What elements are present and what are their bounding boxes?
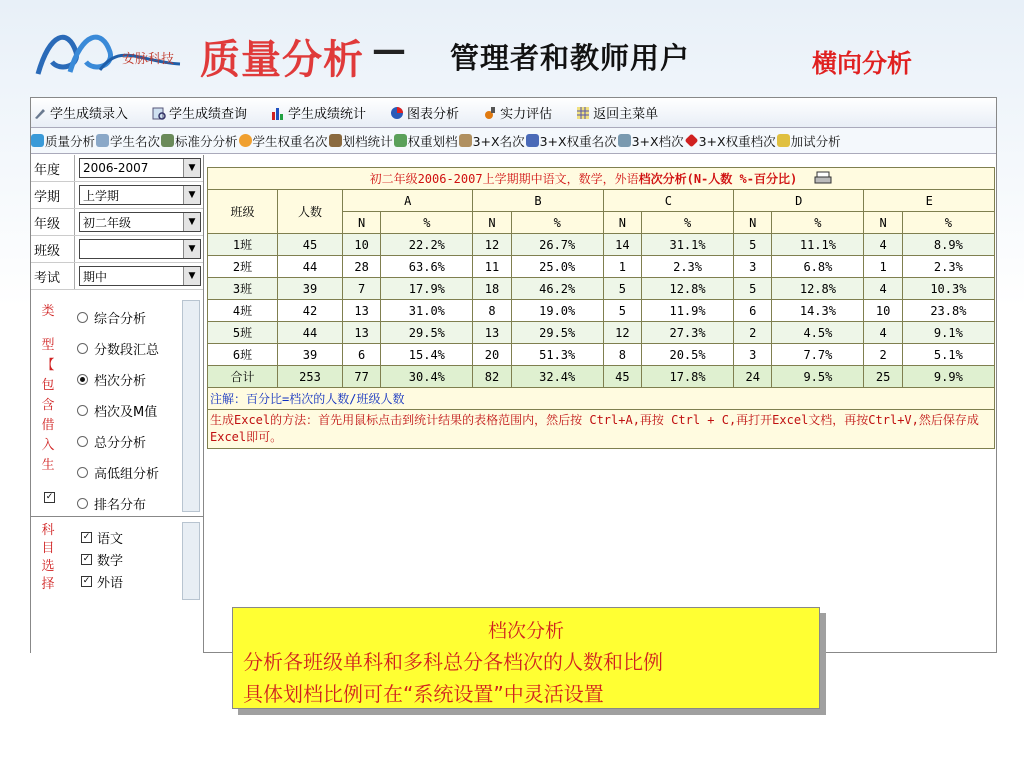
cell-pct: 29.5% (511, 322, 603, 344)
subject-vertical-label (39, 522, 57, 594)
tool-weight-rank[interactable] (239, 132, 328, 150)
quality-icon (31, 134, 44, 147)
tool-3x-weight-level[interactable] (685, 132, 776, 150)
menu-label: 实力评估 (500, 107, 553, 122)
radio-circle (77, 498, 88, 509)
cell-pct: 10.3% (902, 278, 994, 300)
radio-circle (77, 405, 88, 416)
menu-label: 返回主菜单 (593, 107, 659, 122)
analysis-toolbar (31, 128, 996, 154)
exam-select[interactable] (79, 266, 201, 286)
cell-count: 42 (278, 300, 343, 322)
dropdown-arrow-icon[interactable]: ▼ (183, 186, 200, 204)
cell-pct: 8.9% (902, 234, 994, 256)
cell-pct: 17.9% (381, 278, 473, 300)
subject-label: 语文 (97, 531, 124, 547)
dropdown-arrow-icon[interactable]: ▼ (183, 213, 200, 231)
table-body (208, 234, 995, 388)
tool-label: 权重划档 (407, 133, 458, 149)
weight-grade-icon (394, 134, 407, 147)
cell-pct: 9.5% (772, 366, 864, 388)
filter-label: 年度 (31, 155, 75, 181)
cell-n: 24 (734, 366, 772, 388)
subject-math[interactable] (81, 548, 123, 570)
tool-label: 学生名次 (110, 133, 161, 149)
cell-n: 3 (734, 344, 772, 366)
tool-label: 3+X档次 (631, 133, 684, 149)
cell-n: 18 (473, 278, 511, 300)
cell-pct: 26.7% (511, 234, 603, 256)
cell-pct: 11.1% (772, 234, 864, 256)
radio-label: 分数段汇总 (94, 343, 160, 358)
cell-pct: 7.7% (772, 344, 864, 366)
cell-n: 1 (864, 256, 902, 278)
table-row (208, 256, 995, 278)
subject-label: 数学 (97, 553, 124, 569)
cell-pct: 2.3% (642, 256, 734, 278)
cell-n: 12 (473, 234, 511, 256)
cell-pct: 15.4% (381, 344, 473, 366)
table-row (208, 278, 995, 300)
menu-label: 学生成绩录入 (50, 107, 129, 122)
class-select[interactable] (79, 239, 201, 259)
cell-class: 5班 (208, 322, 278, 344)
table-row (208, 300, 995, 322)
cell-n: 2 (734, 322, 772, 344)
cell-n: 3 (734, 256, 772, 278)
company-logo (30, 22, 200, 82)
radio-label: 高低组分析 (94, 467, 160, 482)
title-dash: — (372, 30, 406, 70)
filter-class (31, 236, 203, 263)
cell-pct: 27.3% (642, 322, 734, 344)
checkbox-checked-icon[interactable]: ✓ (82, 553, 91, 564)
slide-header (0, 0, 1024, 95)
tool-3x-weight-rank[interactable] (526, 132, 617, 150)
cell-n: 6 (343, 344, 381, 366)
sub-pct: % (772, 212, 864, 234)
cell-pct: 23.8% (902, 300, 994, 322)
cell-n: 13 (343, 300, 381, 322)
pencil-icon (33, 106, 47, 120)
cell-n: 20 (473, 344, 511, 366)
radio-label: 综合分析 (94, 312, 147, 327)
vlabel-char: 型 (41, 338, 55, 353)
cell-pct: 11.9% (642, 300, 734, 322)
select-value: 初二年级 (83, 215, 132, 230)
dropdown-arrow-icon[interactable]: ▼ (183, 240, 200, 258)
tool-label: 加试分析 (790, 133, 841, 149)
cell-class: 合计 (208, 366, 278, 388)
cell-n: 14 (603, 234, 641, 256)
radio-grade-level[interactable] (77, 364, 159, 395)
cell-count: 253 (278, 366, 343, 388)
cell-pct: 63.6% (381, 256, 473, 278)
cell-n: 8 (473, 300, 511, 322)
cell-pct: 6.8% (772, 256, 864, 278)
cell-pct: 12.8% (642, 278, 734, 300)
tool-label: 3+X名次 (472, 133, 525, 149)
cell-pct: 22.2% (381, 234, 473, 256)
sub-n: N (864, 212, 902, 234)
checkbox-checked-icon[interactable]: ✓ (82, 575, 91, 586)
cell-n: 77 (343, 366, 381, 388)
diamond-icon (684, 134, 698, 148)
vlabel-char: 含 (41, 398, 55, 413)
select-value: 期中 (83, 269, 108, 284)
menu-label: 图表分析 (407, 107, 460, 122)
cell-n: 45 (603, 366, 641, 388)
rank-icon (96, 134, 109, 147)
radio-label: 档次及M值 (94, 405, 158, 420)
cell-pct: 46.2% (511, 278, 603, 300)
extra-icon (777, 134, 790, 147)
cell-n: 6 (734, 300, 772, 322)
menu-back-main[interactable] (574, 103, 658, 122)
radio-level-m[interactable] (77, 395, 159, 426)
filter-term (31, 182, 203, 209)
vlabel-char: 择 (41, 577, 55, 592)
radio-circle (77, 374, 88, 385)
radio-rank-dist[interactable] (77, 488, 159, 519)
tool-grade-stats[interactable] (329, 132, 393, 150)
analysis-type-group (31, 296, 204, 517)
result-area (207, 167, 995, 449)
cell-n: 5 (603, 278, 641, 300)
radio-circle (77, 467, 88, 478)
radio-score-band[interactable] (77, 333, 159, 364)
vlabel-char: 借 (41, 418, 55, 433)
tool-label: 学生权重名次 (252, 133, 328, 149)
caption-legend: (N-人数 %-百分比) (686, 171, 798, 186)
menu-grid-icon (576, 106, 590, 120)
cell-n: 5 (734, 234, 772, 256)
caption-prefix: 初二年级2006-2007上学期期中语文，数学，外语 (369, 171, 639, 186)
bar-chart-icon (271, 106, 285, 120)
sub-pct: % (511, 212, 603, 234)
radio-label: 总分分析 (94, 436, 147, 451)
vlabel-char: 类 (41, 304, 55, 319)
cell-n: 4 (864, 322, 902, 344)
vlabel-char: 目 (41, 541, 55, 556)
grade-select[interactable] (79, 212, 201, 232)
sub-pct: % (642, 212, 734, 234)
sub-pct: % (902, 212, 994, 234)
cell-n: 2 (864, 344, 902, 366)
sub-n: N (473, 212, 511, 234)
vlabel-char: 包 (41, 378, 55, 393)
subject-label: 外语 (97, 575, 124, 591)
col-count-header: 人数 (278, 190, 343, 234)
cell-pct: 31.1% (642, 234, 734, 256)
cell-n: 10 (343, 234, 381, 256)
tool-label: 3+X权重档次 (698, 133, 776, 149)
cell-n: 7 (343, 278, 381, 300)
cell-n: 1 (603, 256, 641, 278)
vlabel-char: 入 (41, 438, 55, 453)
cell-class: 3班 (208, 278, 278, 300)
page-subtitle: 管理者和教师用户 (450, 41, 691, 75)
cell-pct: 20.5% (642, 344, 734, 366)
excel-instructions: 生成Excel的方法：首先用鼠标点击到统计结果的表格范围内，然后按 Ctrl+A,再按 Ctrl + C,再打开Excel文档，再按Ctrl+V,然后保存成Excel即可。 (208, 410, 995, 449)
callout-line-2: 具体划档比例可在“系统设置”中灵活设置 (243, 682, 604, 706)
filter-exam (31, 263, 203, 290)
tool-quality-analysis[interactable] (31, 132, 95, 150)
cell-class: 4班 (208, 300, 278, 322)
cell-n: 12 (603, 322, 641, 344)
app-window (30, 97, 997, 653)
pie-chart-icon (390, 106, 404, 120)
filter-label: 考试 (31, 263, 75, 289)
explanation-callout (232, 607, 820, 709)
menu-label: 学生成绩统计 (288, 107, 367, 122)
sub-n: N (603, 212, 641, 234)
cell-count: 39 (278, 278, 343, 300)
vlabel-char: 【 (41, 358, 55, 373)
standard-icon (161, 134, 174, 147)
cell-pct: 4.5% (772, 322, 864, 344)
cell-n: 5 (734, 278, 772, 300)
cell-n: 13 (343, 322, 381, 344)
sub-pct: % (381, 212, 473, 234)
cell-pct: 9.1% (902, 322, 994, 344)
book-icon (526, 134, 539, 147)
rank3x-icon (459, 134, 472, 147)
page-section-label: 横向分析 (812, 49, 913, 78)
cell-pct: 19.0% (511, 300, 603, 322)
cell-n: 5 (603, 300, 641, 322)
term-select[interactable] (79, 185, 201, 205)
cell-pct: 5.1% (902, 344, 994, 366)
cell-class: 6班 (208, 344, 278, 366)
tool-label: 标准分分析 (175, 133, 238, 149)
radio-total-score[interactable] (77, 426, 159, 457)
table-note: 注解：百分比=档次的人数/班级人数 (208, 388, 995, 410)
printer-icon[interactable] (814, 171, 832, 188)
vlabel-char: 选 (41, 559, 55, 574)
cell-pct: 29.5% (381, 322, 473, 344)
sub-n: N (343, 212, 381, 234)
cell-count: 39 (278, 344, 343, 366)
table-caption (208, 168, 995, 190)
table-row (208, 344, 995, 366)
cell-n: 4 (864, 234, 902, 256)
menu-score-query[interactable] (150, 103, 247, 122)
filter-label: 班级 (31, 236, 75, 262)
type-vertical-label (39, 302, 57, 476)
search-doc-icon (152, 106, 166, 120)
callout-title: 档次分析 (487, 620, 564, 642)
radio-high-low[interactable] (77, 457, 159, 488)
cell-pct: 30.4% (381, 366, 473, 388)
select-value: 2006-2007 (83, 161, 149, 175)
tool-label: 划档统计 (342, 133, 393, 149)
weight-icon (239, 134, 252, 147)
cell-pct: 51.3% (511, 344, 603, 366)
cell-pct: 9.9% (902, 366, 994, 388)
menu-label: 学生成绩查询 (169, 107, 248, 122)
subject-english[interactable] (81, 570, 123, 592)
cell-pct: 14.3% (772, 300, 864, 322)
col-class-header: 班级 (208, 190, 278, 234)
cell-pct: 32.4% (511, 366, 603, 388)
subject-select-group (31, 518, 204, 653)
select-value: 上学期 (83, 188, 120, 203)
radio-comprehensive[interactable] (77, 302, 159, 333)
logo-text: 安脉科技 (122, 52, 175, 67)
cell-count: 44 (278, 322, 343, 344)
table-row (208, 322, 995, 344)
evaluate-icon (483, 106, 497, 120)
dropdown-arrow-icon[interactable]: ▼ (183, 159, 200, 177)
year-select[interactable] (79, 158, 201, 178)
radio-circle (77, 312, 88, 323)
cell-count: 45 (278, 234, 343, 256)
cell-n: 13 (473, 322, 511, 344)
menu-score-stats[interactable] (269, 103, 366, 122)
checkbox-checked-icon[interactable]: ✓ (82, 531, 91, 542)
filter-panel (31, 155, 204, 653)
tool-weight-grade[interactable] (394, 132, 458, 150)
analysis-type-radios (77, 302, 159, 519)
tool-extra-analysis[interactable] (777, 132, 841, 150)
table-row (208, 234, 995, 256)
cell-n: 28 (343, 256, 381, 278)
group-d-header: D (734, 190, 864, 212)
menu-score-entry[interactable] (31, 103, 128, 122)
vlabel-char: 生 (41, 458, 55, 473)
sub-n: N (734, 212, 772, 234)
grade-level-table (207, 167, 995, 449)
total-row (208, 366, 995, 388)
page-title: 质量分析 (200, 37, 364, 83)
tool-3x-level[interactable] (618, 132, 684, 150)
level3x-icon (618, 134, 631, 147)
dropdown-arrow-icon[interactable]: ▼ (183, 267, 200, 285)
cell-n: 8 (603, 344, 641, 366)
filter-label: 年级 (31, 209, 75, 235)
caption-bold: 档次分析 (638, 171, 687, 186)
cell-pct: 25.0% (511, 256, 603, 278)
cell-pct: 17.8% (642, 366, 734, 388)
menu-chart-analysis[interactable] (388, 103, 459, 122)
radio-label: 排名分布 (94, 498, 147, 513)
tool-label: 质量分析 (45, 133, 96, 149)
subject-chinese[interactable] (81, 526, 123, 548)
filter-grade (31, 209, 203, 236)
cell-n: 4 (864, 278, 902, 300)
group-e-header: E (864, 190, 995, 212)
tool-3x-rank[interactable] (459, 132, 525, 150)
subject-checkboxes (81, 526, 123, 592)
callout-line-1: 分析各班级单科和多科总分各档次的人数和比例 (243, 650, 663, 674)
tool-student-rank[interactable] (96, 132, 160, 150)
type-scrollbar[interactable] (182, 300, 200, 512)
cell-class: 1班 (208, 234, 278, 256)
radio-label: 档次分析 (94, 374, 147, 389)
main-menubar (31, 98, 996, 128)
tool-standard-score[interactable] (161, 132, 238, 150)
cell-n: 25 (864, 366, 902, 388)
menu-evaluate[interactable] (481, 103, 552, 122)
cell-n: 82 (473, 366, 511, 388)
vlabel-char (39, 322, 57, 336)
cell-pct: 2.3% (902, 256, 994, 278)
radio-circle (77, 343, 88, 354)
filter-label: 学期 (31, 182, 75, 208)
group-a-header: A (343, 190, 473, 212)
group-b-header: B (473, 190, 603, 212)
filter-year (31, 155, 203, 182)
cell-n: 10 (864, 300, 902, 322)
grade-icon (329, 134, 342, 147)
radio-circle (77, 436, 88, 447)
cell-pct: 31.0% (381, 300, 473, 322)
vlabel-char: 科 (41, 523, 55, 538)
cell-n: 11 (473, 256, 511, 278)
cell-count: 44 (278, 256, 343, 278)
subject-scrollbar[interactable] (182, 522, 200, 600)
include-borrowed-checkbox[interactable]: ✓ (45, 492, 54, 502)
group-c-header: C (603, 190, 733, 212)
cell-pct: 12.8% (772, 278, 864, 300)
cell-class: 2班 (208, 256, 278, 278)
tool-label: 3+X权重名次 (539, 133, 617, 149)
